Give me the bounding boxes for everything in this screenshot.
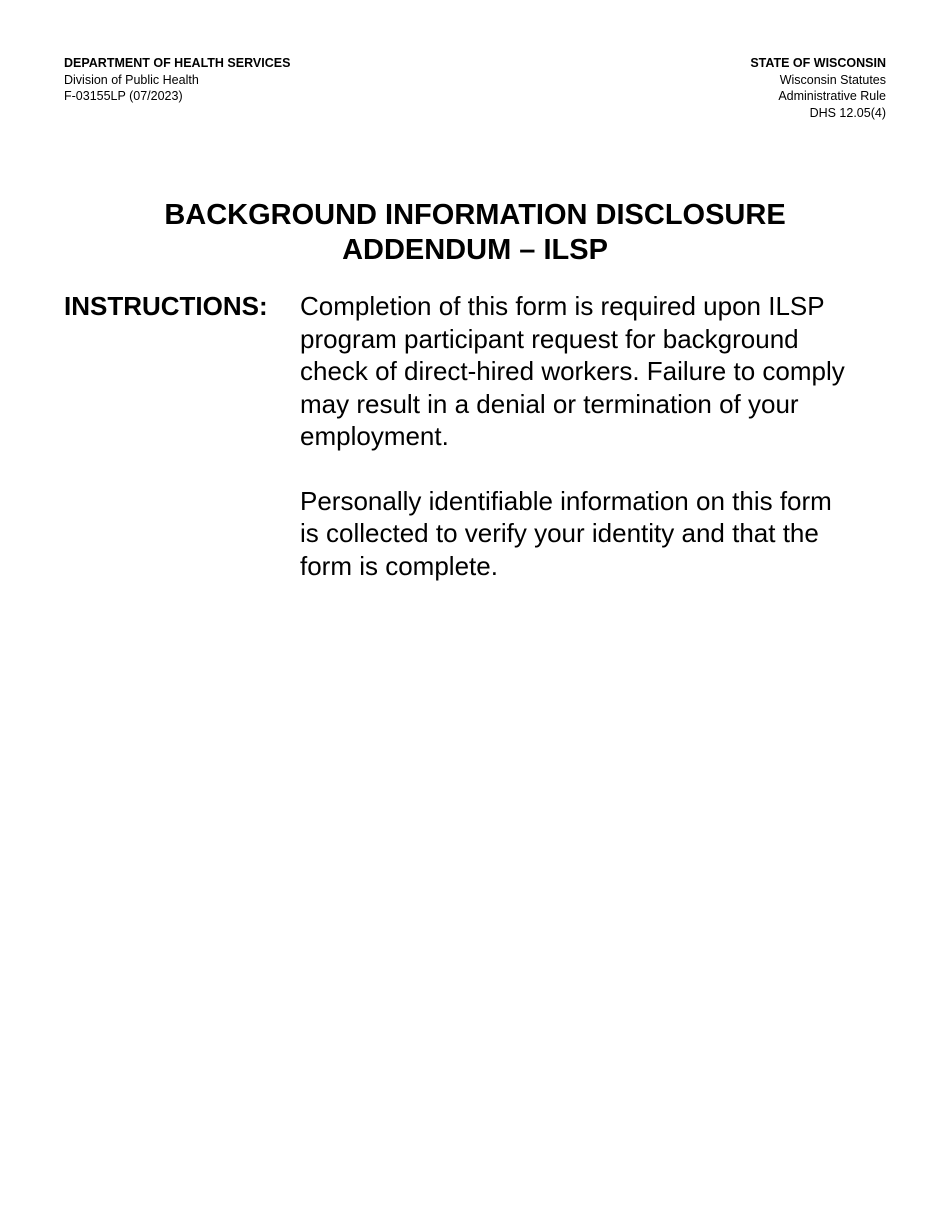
division-name: Division of Public Health [64,72,199,87]
paragraph-line: check of direct-hired workers. Failure to comply [300,356,845,386]
form-number: F-03155LP (07/2023) [64,89,183,103]
paragraph-line: may result in a denial or termination of your [300,388,799,419]
paragraph-line: form is complete. [300,550,498,581]
paragraph-line: Personally identifiable information on this form [300,485,832,516]
title-line-1: BACKGROUND INFORMATION DISCLOSURE [164,199,786,231]
header-right [750,55,886,121]
header-left [64,55,290,105]
instructions-paragraph-2 [300,485,900,583]
department-name: DEPARTMENT OF HEALTH SERVICES [64,56,291,70]
instructions-body [300,290,900,582]
statutes-label: Wisconsin Statutes [779,72,886,87]
paragraph-line: program participant request for background [300,323,799,354]
paragraph-line: is collected to verify your identity and that the [300,518,819,548]
state-name: STATE OF WISCONSIN [750,56,886,70]
paragraph-line: employment. [300,421,449,451]
document-title [0,198,950,268]
rule-label: Administrative Rule [778,89,886,103]
paragraph-line: Completion of this form is required upon ILSP [300,291,825,321]
instructions-paragraph-1 [300,290,900,453]
rule-reference: DHS 12.05(4) [809,105,886,120]
instructions-label: INSTRUCTIONS: [64,291,268,321]
title-line-2: ADDENDUM – ILSP [342,234,608,266]
